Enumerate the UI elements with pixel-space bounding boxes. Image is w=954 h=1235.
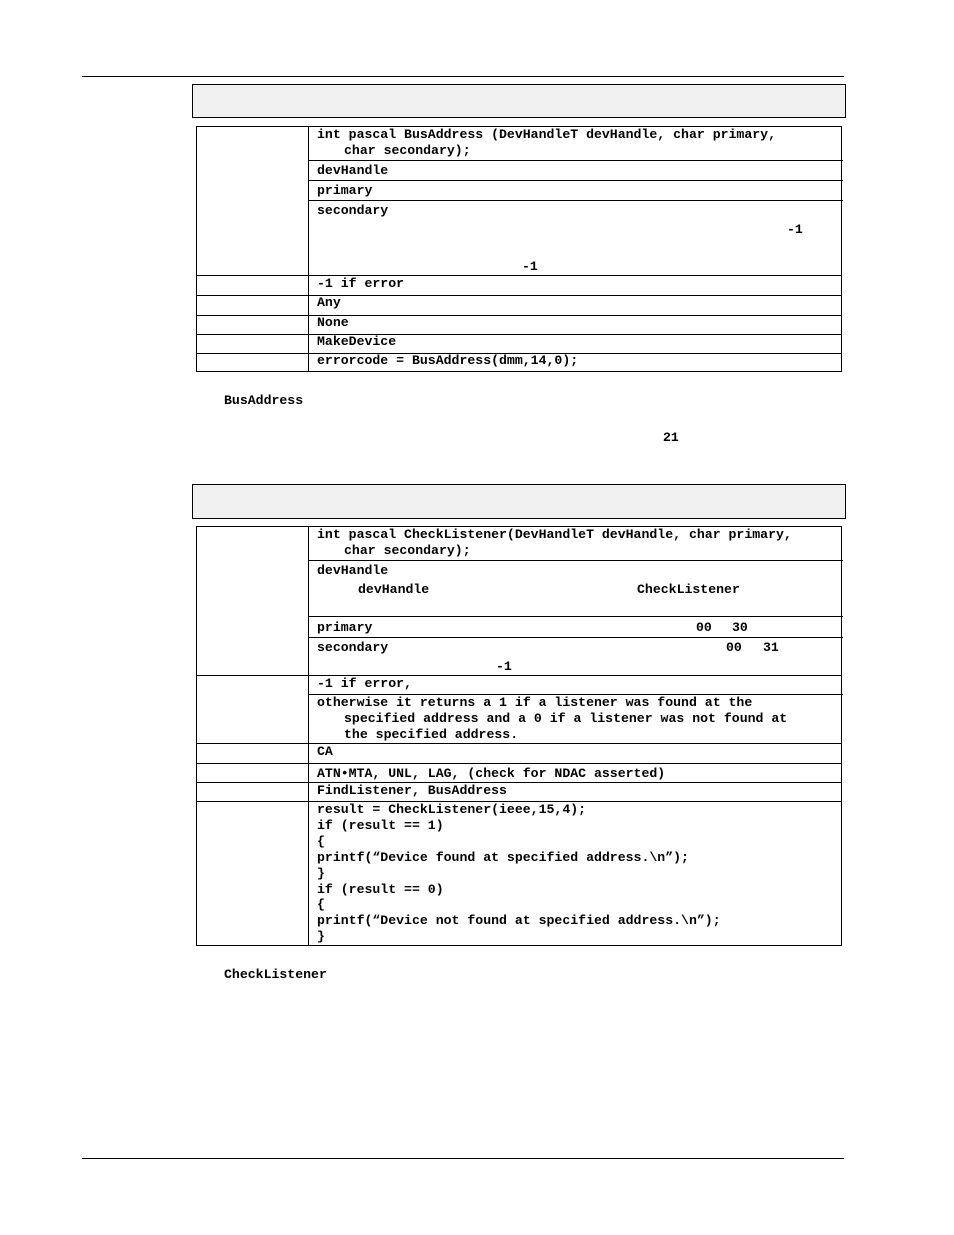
row-divider (309, 160, 843, 161)
example-code-line: } (317, 866, 325, 881)
return-desc: the specified address. (344, 727, 519, 742)
example-code-line: if (result == 1) (317, 818, 444, 833)
example-code-line: } (317, 929, 325, 944)
busaddress-note-func: BusAddress (224, 393, 304, 408)
row-divider (197, 763, 841, 764)
checklistener-label-column (197, 527, 309, 945)
syntax-line: char secondary); (344, 143, 471, 158)
row-divider (309, 637, 843, 638)
row-divider (197, 782, 841, 783)
level-value: Any (317, 295, 341, 310)
example-code-line: if (result == 0) (317, 882, 444, 897)
example-code-line: printf(“Device found at specified address.\n”); (317, 850, 689, 865)
param-devhandle: devHandle (317, 563, 389, 578)
param-primary: primary (317, 620, 373, 635)
busaddress-table (196, 126, 842, 372)
secondary-range-min: 00 (726, 640, 742, 655)
row-divider (309, 200, 843, 201)
primary-range-min: 00 (696, 620, 712, 635)
devhandle-desc: devHandle (358, 582, 430, 597)
example-code-line: { (317, 897, 325, 912)
param-secondary: secondary (317, 203, 389, 218)
row-divider (309, 560, 843, 561)
level-value: CA (317, 744, 333, 759)
row-divider (197, 295, 841, 296)
param-primary: primary (317, 183, 373, 198)
secondary-value: -1 (787, 222, 803, 237)
secondary-value: -1 (522, 259, 538, 274)
example-code-line: { (317, 834, 325, 849)
devhandle-desc: CheckListener (637, 582, 740, 597)
secondary-range-max: 31 (763, 640, 779, 655)
return-value: -1 if error (317, 276, 405, 291)
bus-states-value: ATN•MTA, UNL, LAG, (check for NDAC asserted) (317, 766, 666, 781)
param-secondary: secondary (317, 640, 389, 655)
busaddress-title-banner (192, 84, 846, 118)
busaddress-note-number: 21 (663, 430, 679, 445)
checklistener-table (196, 526, 842, 946)
return-value: -1 if error, (317, 676, 412, 691)
param-devhandle: devHandle (317, 163, 389, 178)
syntax-line: int pascal BusAddress (DevHandleT devHandle, char primary, (317, 127, 776, 142)
row-divider (197, 275, 841, 276)
row-divider (309, 180, 843, 181)
header-rule (82, 76, 844, 77)
checklistener-note-func: CheckListener (224, 967, 327, 982)
checklistener-title-banner (192, 484, 846, 519)
row-divider (197, 334, 841, 335)
footer-rule (82, 1158, 844, 1159)
return-desc: otherwise it returns a 1 if a listener was found at the (317, 695, 753, 710)
see-also-value: MakeDevice (317, 334, 397, 349)
example-code-line: result = CheckListener(ieee,15,4); (317, 802, 587, 817)
bus-states-value: None (317, 315, 349, 330)
row-divider (197, 675, 841, 676)
primary-range-max: 30 (732, 620, 748, 635)
secondary-value: -1 (496, 659, 512, 674)
see-also-value: FindListener, BusAddress (317, 783, 507, 798)
syntax-line: int pascal CheckListener(DevHandleT devHandle, char primary, (317, 527, 792, 542)
row-divider (197, 743, 841, 744)
example-code-line: printf(“Device not found at specified address.\n”); (317, 913, 721, 928)
row-divider (309, 616, 843, 617)
example-code: errorcode = BusAddress(dmm,14,0); (317, 353, 579, 368)
row-divider (197, 315, 841, 316)
syntax-line: char secondary); (344, 543, 471, 558)
return-desc: specified address and a 0 if a listener was not found at (344, 711, 788, 726)
